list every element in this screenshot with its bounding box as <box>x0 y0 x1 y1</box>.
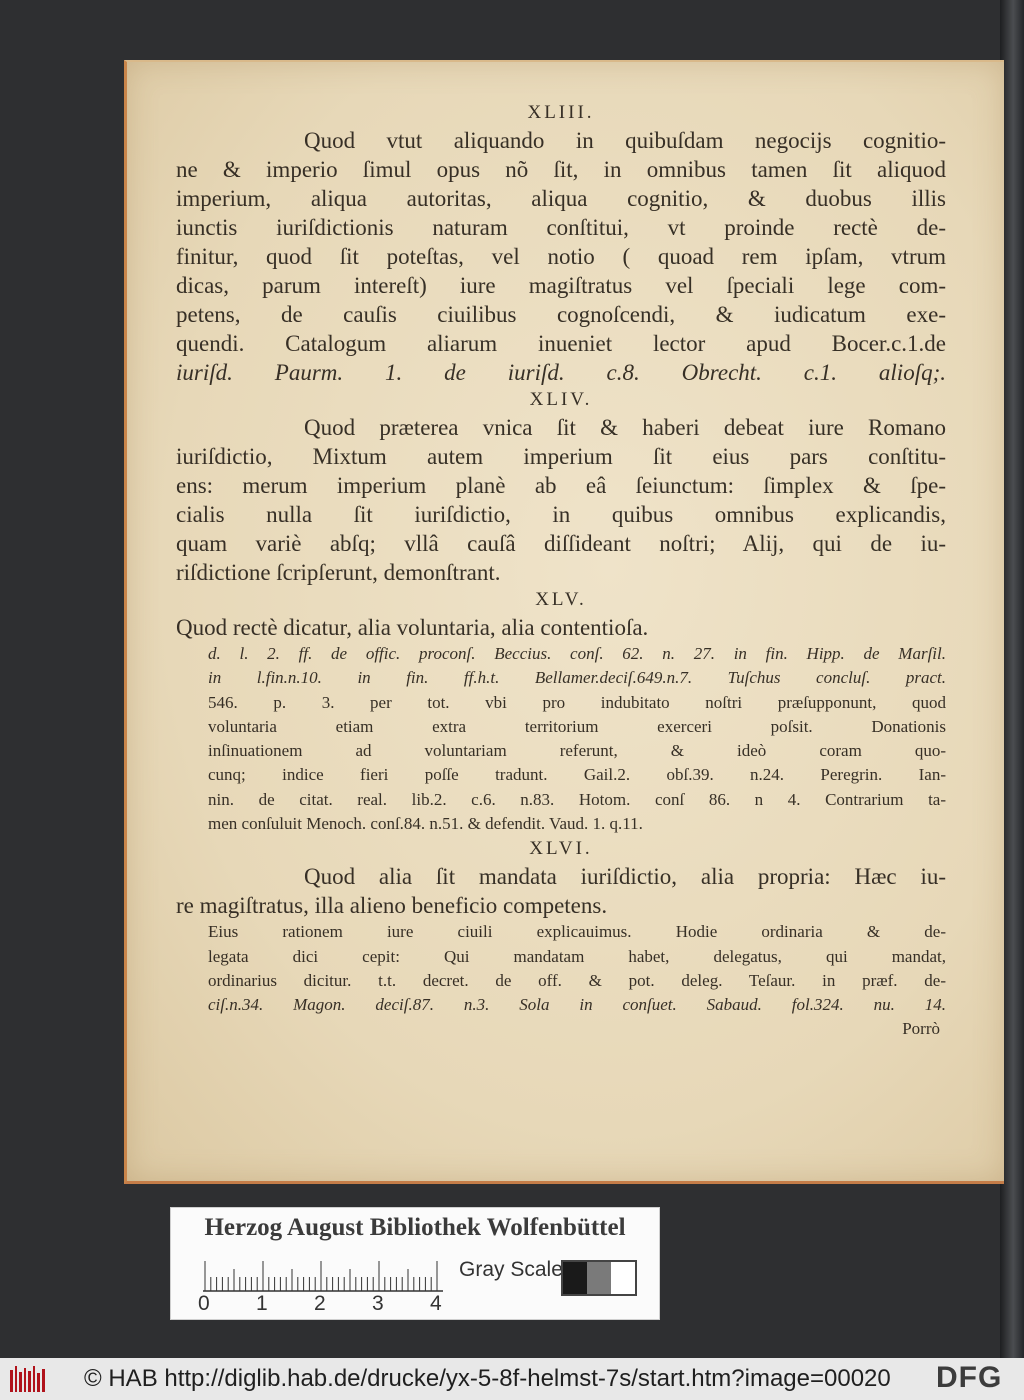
citation-line: d. l. 2. ff. de offic. proconſ. Beccius. conſ. 62. n. 27. in fin. Hipp. de Marſil. <box>208 644 946 663</box>
text-line: Quod vtut aliquando in quibuſdam negocijs cognitio- <box>304 128 946 153</box>
citation-line: ordinarius dicitur. t.t. decret. de off. & pot. deleg. Teſaur. in præf. de- <box>208 970 946 990</box>
gray-scale-swatches <box>561 1260 637 1296</box>
citation-line: ciſ.n.34. Magon. deciſ.87. n.3. Sola in conſuet. Sabaud. fol.324. nu. 14. <box>208 995 946 1015</box>
text-line: dicas, parum intereſt) iure magiſtratus vel ſpeciali lege com- <box>176 273 946 298</box>
text-line: Quod alia ſit mandata iuriſdictio, alia propria: Hæc iu- <box>304 864 946 890</box>
section-heading: XLIII. <box>527 102 595 123</box>
ruler-numbers <box>195 1292 455 1316</box>
citation-line: nin. de citat. real. lib.2. c.6. n.83. Hotom. conſ 86. n 4. Contrarium ta- <box>208 789 946 809</box>
ruler-number: 3 <box>372 1292 384 1315</box>
barcode-icon <box>10 1366 46 1392</box>
text-line: iunctis iuriſdictionis naturam conſtitui, vt proinde rectè de- <box>176 215 946 240</box>
gray-scale-label: Gray Scale <box>459 1258 563 1281</box>
text-line: iuriſd. Paurm. 1. de iuriſd. c.8. Obrecht. c.1. alioſq;. <box>176 360 946 385</box>
gray-swatch <box>587 1262 611 1294</box>
citation-line: cunq; indice fieri poſſe tradunt. Gail.2. obſ.39. n.24. Peregrin. Ian- <box>208 765 946 785</box>
citation-line: men conſuluit Menoch. conſ.84. n.51. & defendit. Vaud. 1. q.11. <box>208 814 643 834</box>
text-line: imperium, aliqua autoritas, aliqua cognitio, & duobus illis <box>176 186 946 211</box>
library-name: Herzog August Bibliothek Wolfenbüttel <box>204 1214 626 1241</box>
ruler-number: 4 <box>430 1292 442 1315</box>
page-text <box>176 100 946 1040</box>
gray-swatch <box>563 1262 587 1294</box>
section-heading: XLV. <box>535 589 587 610</box>
section-heading: XLVI. <box>529 838 593 860</box>
text-line: Quod rectè dicatur, alia voluntaria, alia contentioſa. <box>176 615 649 640</box>
citation-line: legata dici cepit: Qui mandatam habet, delegatus, qui mandat, <box>208 946 946 966</box>
ruler-scale <box>203 1260 443 1292</box>
text-line: riſdictione ſcripſerunt, demonſtrant. <box>176 560 501 585</box>
citation-line: Eius rationem iure ciuili explicauimus. Hodie ordinaria & de- <box>208 922 946 942</box>
text-line: quam variè abſq; vllâ cauſâ diſſideant noſtri; Alij, qui de iu- <box>176 531 946 556</box>
citation-line: inſinuationem ad voluntariam referunt, & ideò coram quo- <box>208 741 946 761</box>
text-line: petens, de cauſis ciuilibus cognoſcendi, & iudicatum exe- <box>176 302 946 327</box>
text-line: Quod præterea vnica ſit & haberi debeat iure Romano <box>304 415 946 440</box>
text-line: iuriſdictio, Mixtum autem imperium ſit eius pars conſtitu- <box>176 444 946 469</box>
footer-bar <box>0 1358 1024 1400</box>
ruler-number: 1 <box>256 1292 268 1315</box>
text-line: cialis nulla ſit iuriſdictio, in quibus omnibus explicandis, <box>176 502 946 527</box>
ruler-number: 0 <box>198 1292 210 1315</box>
citation-line: 546. p. 3. per tot. vbi pro indubitato noſtri præſupponunt, quod <box>208 692 946 712</box>
catchword: Porrò <box>902 1018 940 1038</box>
text-line: ne & imperio ſimul opus nõ ſit, in omnibus tamen ſit aliquod <box>176 157 946 182</box>
section-heading: XLIV. <box>529 389 593 410</box>
library-label <box>170 1207 660 1320</box>
text-line: finitur, quod ſit poteſtas, vel notio ( quoad rem ipſam, vtrum <box>176 244 946 269</box>
citation-line: in l.fin.n.10. in fin. ff.h.t. Bellamer.deciſ.649.n.7. Tuſchus concluſ. pract. <box>208 668 946 688</box>
text-line: quendi. Catalogum aliarum inueniet lector apud Bocer.c.1.de <box>176 331 946 356</box>
dfg-logo: DFG <box>936 1361 1003 1394</box>
ruler-number: 2 <box>314 1292 326 1315</box>
citation-line: voluntaria etiam extra territorium exerceri poſsit. Donationis <box>208 716 946 736</box>
text-line: ens: merum imperium planè ab eâ ſeiunctum: ſimplex & ſpe- <box>176 473 946 498</box>
text-line: re magiſtratus, illa alieno beneficio competens. <box>176 893 608 919</box>
gray-swatch <box>611 1262 635 1294</box>
copyright-url[interactable]: © HAB http://diglib.hab.de/drucke/yx-5-8f-helmst-7s/start.htm?image=00020 <box>84 1365 891 1392</box>
